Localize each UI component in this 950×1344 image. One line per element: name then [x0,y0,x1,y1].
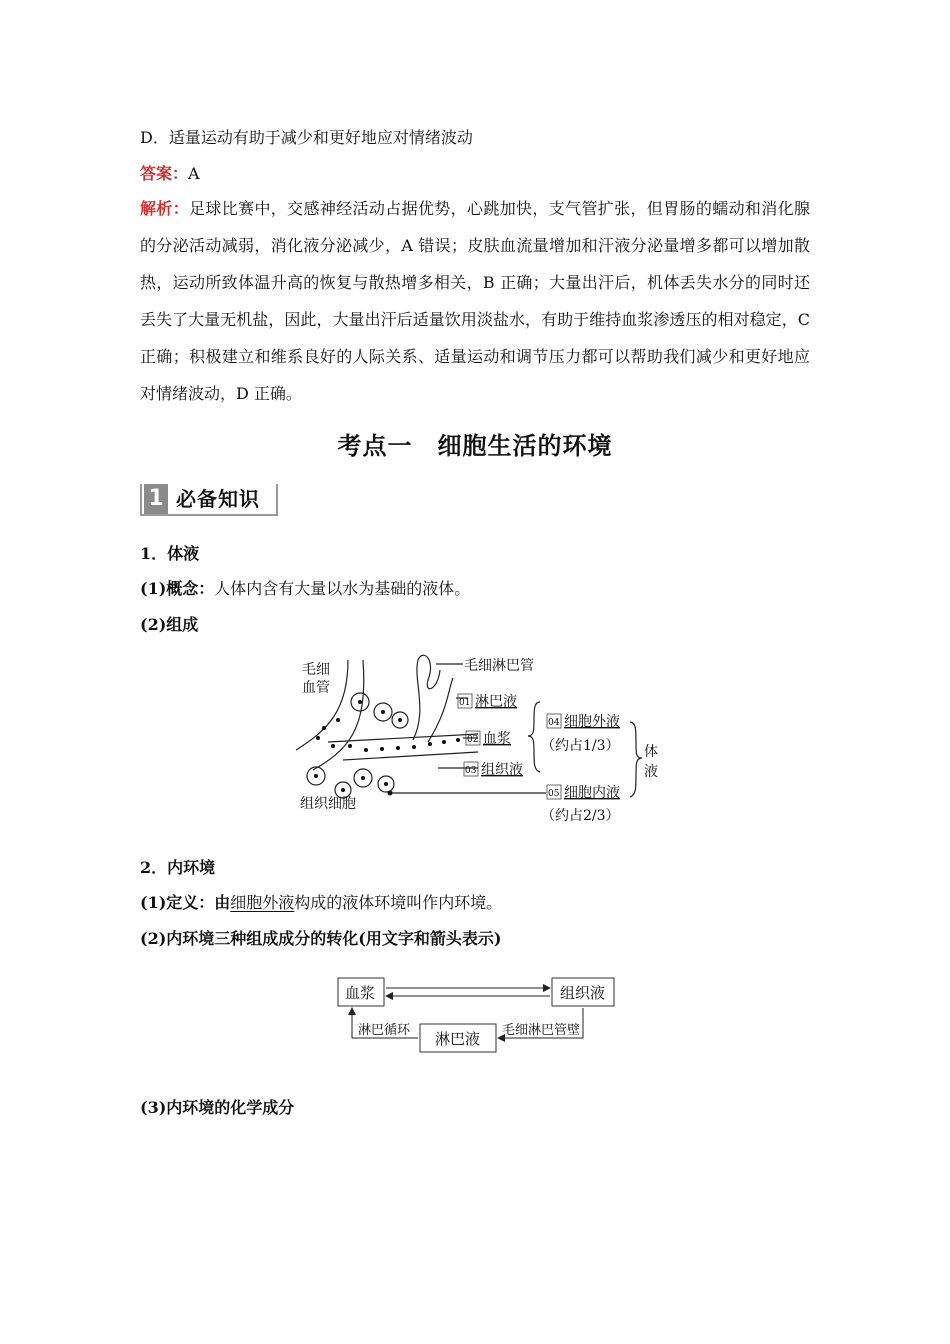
definition-suffix: 构成的液体环境叫作内环境。 [294,893,503,912]
vessel-bottom [343,752,478,760]
blank-03: 03 [465,766,477,776]
label-tissue-fluid: 组织液 [481,762,523,778]
label-plasma: 血浆 [483,731,511,747]
label-lymph-capillary: 毛细淋巴管 [464,658,534,674]
badge-number: 1 [144,484,168,514]
label-intracellular-share: （约占2/3） [541,808,620,824]
concept-prefix: (1)概念： [140,579,215,598]
label-body-fluid-2: 液 [644,764,658,780]
label-lymph: 淋巴液 [475,694,517,710]
option-d: D．适量运动有助于减少和更好地应对情绪波动 [140,128,473,147]
concept-text: 人体内含有大量以水为基础的液体。 [214,579,471,598]
label-extracellular-share: （约占1/3） [541,738,620,754]
body-fluid-diagram [288,650,668,835]
label-intracellular: 细胞内液 [564,785,620,801]
item1-composition: (2)组成 [140,615,199,634]
answer-line [140,164,200,184]
answer-value: A [188,164,200,183]
badge-label: 必备知识 [176,487,260,511]
label-capillary-1: 毛细 [302,662,330,678]
blank-01: 01 [459,698,471,708]
section-title: 考点一 细胞生活的环境 [337,432,613,460]
label-extracellular: 细胞外液 [564,714,620,730]
label-lymph: 淋巴液 [435,1030,481,1048]
analysis-paragraph [140,190,810,412]
brace-extracellular [528,702,540,772]
label-lymph-capillary-wall: 毛细淋巴管壁 [502,1023,581,1038]
item3-heading: (3)内环境的化学成分 [140,1098,295,1117]
label-capillary-2: 血管 [302,680,330,696]
item1-heading: 1．体液 [140,544,200,563]
item2-heading: 2．内环境 [140,858,216,877]
blank-04: 04 [548,718,560,728]
analysis-text: 足球比赛中，交感神经活动占据优势，心跳加快，支气管扩张，但胃肠的蠕动和消化腺的分泌活动减弱，消化液分泌减少，A 错误；皮肤血流量增加和汗液分泌量增多都可以增加散热，运动所致体温升高的恢复与散热增多相关，B 正确；大量出汗后，机体丢失水分的同时还丢失了大量无机盐，因此，大量出汗后适量饮用淡盐水，有助于维持血浆渗透压的相对稳定，C 正确；积极建立和维系良好的人际关系、适量运动和调节压力都可以帮助我们减少和更好地应对情绪波动，D 正确。 [140,199,810,403]
transformation-diagram [330,972,630,1057]
item1-concept [140,579,470,599]
brace-body-fluid [630,722,642,797]
answer-label: 答案： [140,164,189,183]
label-body-fluid-1: 体 [644,744,658,760]
item2-definition [140,893,502,913]
definition-prefix: (1)定义：由 [140,893,231,912]
label-lymph-circulation: 淋巴循环 [358,1023,411,1038]
label-tissue-fluid: 组织液 [560,984,606,1002]
blank-02: 02 [467,735,479,745]
analysis-label: 解析： [140,199,190,218]
definition-blank: 细胞外液 [230,893,295,912]
label-tissue-cell: 组织细胞 [300,796,356,812]
item2-transform: (2)内环境三种组成成分的转化(用文字和箭头表示) [140,929,502,948]
label-plasma: 血浆 [345,984,376,1002]
section-badge [140,484,276,516]
blank-05: 05 [548,789,560,799]
